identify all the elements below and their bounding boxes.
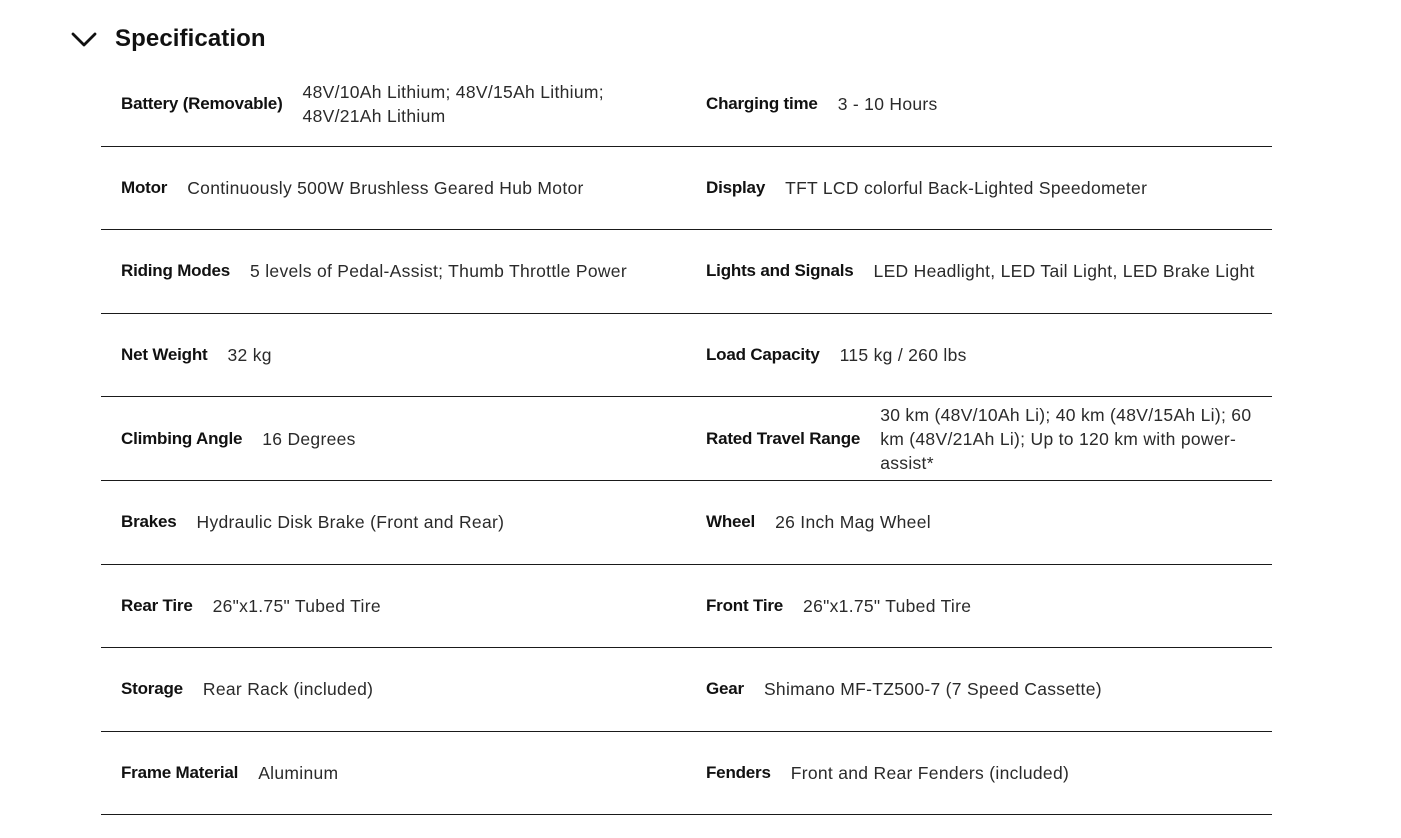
spec-cell [121, 565, 686, 648]
spec-value: LED Headlight, LED Tail Light, LED Brake Light [873, 261, 1255, 282]
spec-cell [121, 230, 686, 313]
spec-table [101, 63, 1272, 815]
spec-cell [121, 648, 686, 731]
spec-label: Load Capacity [706, 345, 820, 365]
spec-value: 26 Inch Mag Wheel [775, 512, 931, 533]
spec-cell [706, 565, 1272, 648]
spec-cell [706, 481, 1272, 564]
spec-cell [121, 397, 686, 480]
spec-value: 32 kg [227, 345, 272, 366]
spec-label: Display [706, 177, 766, 197]
spec-value: Rear Rack (included) [202, 679, 374, 700]
spec-label: Storage [121, 679, 183, 699]
spec-row [101, 732, 1272, 816]
specification-toggle[interactable] [70, 22, 266, 56]
spec-row [101, 63, 1272, 147]
spec-label: Brakes [121, 512, 177, 532]
spec-label: Riding Modes [121, 261, 231, 281]
spec-row [101, 481, 1272, 565]
spec-value: 26"x1.75" Tubed Tire [803, 595, 972, 616]
spec-cell [706, 147, 1272, 230]
spec-cell [121, 314, 686, 397]
spec-cell [121, 481, 686, 564]
spec-label: Gear [706, 679, 744, 699]
spec-value: 30 km (48V/10Ah Li); 40 km (48V/15Ah Li); 60 km (48V/21Ah Li); Up to 120 km with power-assist* [880, 404, 1252, 473]
spec-value: 16 Degrees [262, 428, 356, 449]
spec-label: Wheel [706, 512, 756, 532]
spec-row [101, 648, 1272, 732]
spec-row [101, 397, 1272, 481]
spec-value: TFT LCD colorful Back-Lighted Speedometer [785, 177, 1148, 198]
spec-label: Battery (Removable) [121, 94, 283, 114]
spec-row [101, 230, 1272, 314]
spec-cell [706, 314, 1272, 397]
spec-label: Climbing Angle [121, 428, 243, 448]
spec-label: Frame Material [121, 763, 239, 783]
spec-value: 115 kg / 260 lbs [839, 345, 967, 366]
chevron-down-icon[interactable] [70, 25, 98, 53]
spec-label: Rated Travel Range [706, 428, 861, 448]
spec-label: Lights and Signals [706, 261, 854, 281]
spec-label: Motor [121, 177, 168, 197]
spec-value: 3 - 10 Hours [837, 94, 938, 115]
spec-cell [706, 648, 1272, 731]
spec-cell [706, 732, 1272, 815]
spec-value: 26"x1.75" Tubed Tire [212, 595, 381, 616]
spec-cell [121, 63, 686, 146]
spec-label: Charging time [706, 94, 818, 114]
spec-cell [706, 230, 1272, 313]
spec-label: Rear Tire [121, 595, 193, 615]
spec-value: Hydraulic Disk Brake (Front and Rear) [196, 512, 505, 533]
spec-value: Shimano MF-TZ500-7 (7 Speed Cassette) [763, 679, 1102, 700]
spec-label: Net Weight [121, 345, 208, 365]
spec-cell [121, 732, 686, 815]
spec-value: Aluminum [258, 763, 339, 784]
section-title: Specification [115, 25, 266, 52]
spec-label: Front Tire [706, 595, 784, 615]
spec-value: 48V/10Ah Lithium; 48V/15Ah Lithium; 48V/21Ah Lithium [302, 82, 604, 127]
spec-value: Front and Rear Fenders (included) [790, 763, 1070, 784]
spec-value: Continuously 500W Brushless Geared Hub Motor [187, 177, 584, 198]
spec-row [101, 147, 1272, 231]
spec-cell [706, 63, 1272, 146]
spec-value: 5 levels of Pedal-Assist; Thumb Throttle Power [250, 261, 627, 282]
spec-row [101, 565, 1272, 649]
spec-cell [121, 147, 686, 230]
spec-cell [706, 397, 1272, 480]
spec-row [101, 314, 1272, 398]
spec-label: Fenders [706, 763, 771, 783]
